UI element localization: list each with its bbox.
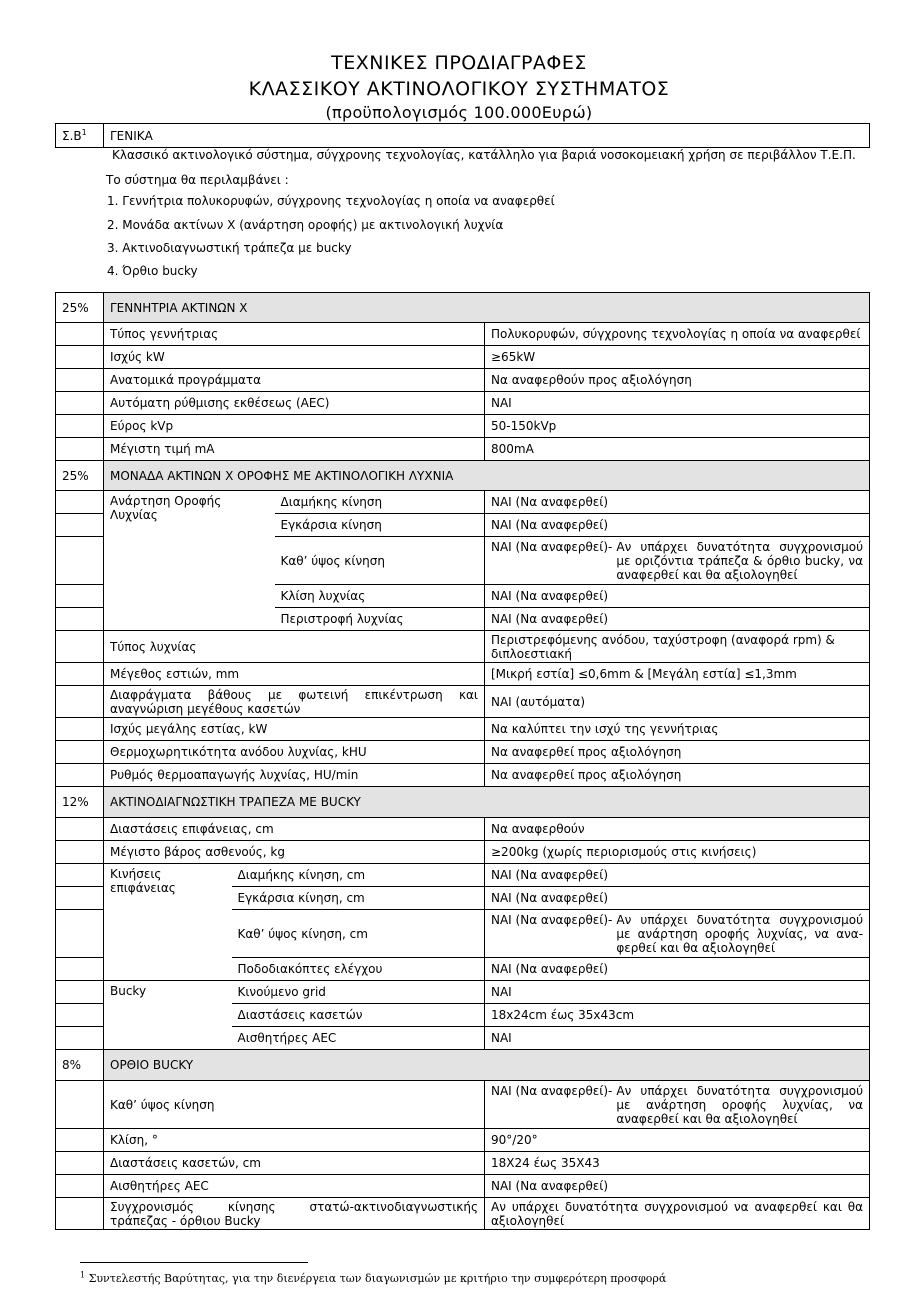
section-heading: ΓΕΝΝΗΤΡΙΑ ΑΚΤΙΝΩΝ Χ [104, 293, 870, 323]
list-item: 4. Όρθιο bucky [107, 264, 198, 278]
spec-table [55, 292, 870, 1230]
weight: 12% [56, 787, 104, 818]
table-row: Διαστάσεις κασετών, cm 18X24 έως 35X43 [56, 1152, 870, 1175]
table-row: Κλίση λυχνίας ΝΑΙ (Να αναφερθεί) [56, 585, 870, 608]
section-upright-bucky [56, 1050, 870, 1081]
table-row: Ποδοδιακόπτες ελέγχου ΝΑΙ (Να αναφερθεί) [56, 958, 870, 981]
group-label: Κινήσεις επιφάνειας [104, 864, 232, 981]
table-row: Αυτόματη ρύθμισης εκθέσεως (AEC) ΝΑΙ [56, 392, 870, 415]
table-row: Bucky Κινούμενο grid ΝΑΙ [56, 981, 870, 1004]
includes-label: Το σύστημα θα περιλαμβάνει : [106, 173, 289, 187]
list-item: 3. Ακτινοδιαγνωστική τράπεζα με bucky [107, 241, 352, 255]
table-row: Τύπος γεννήτριας Πολυκορυφών, σύγχρονης τεχνολογίας η οποία να αναφερθεί [56, 323, 870, 346]
table-row: Αισθητήρες AEC ΝΑΙ [56, 1027, 870, 1050]
section-table-bucky [56, 787, 870, 818]
table-row: Διαστάσεις κασετών 18x24cm έως 35x43cm [56, 1004, 870, 1027]
table-row: Ανατομικά προγράμματα Να αναφερθούν προς αξιολόγηση [56, 369, 870, 392]
table-row: Μέγιστο βάρος ασθενούς, kg ≥200kg (χωρίς περιορισμούς στις κινήσεις) [56, 841, 870, 864]
table-row: Μέγιστη τιμή mA 800mA [56, 438, 870, 461]
general-header-table [55, 123, 870, 148]
doc-subtitle: ΚΛΑΣΣΙΚΟΥ ΑΚΤΙΝΟΛΟΓΙΚΟΥ ΣΥΣΤΗΜΑΤΟΣ [248, 78, 670, 100]
weight: 8% [56, 1050, 104, 1081]
table-row: Θερμοχωρητικότητα ανόδου λυχνίας, kHU Να αναφερθεί προς αξιολόγηση [56, 741, 870, 764]
section-heading: ΑΚΤΙΝΟΔΙΑΓΝΩΣΤΙΚΗ ΤΡΑΠΕΖΑ ΜΕ BUCKY [104, 787, 870, 818]
section-generator [56, 293, 870, 323]
list-item: 1. Γεννήτρια πολυκορυφών, σύγχρονης τεχνολογίας η οποία να αναφερθεί [107, 194, 555, 208]
table-row: Εγκάρσια κίνηση ΝΑΙ (Να αναφερθεί) [56, 514, 870, 537]
table-row: Ρυθμός θερμοαπαγωγής λυχνίας, HU/min Να αναφερθεί προς αξιολόγηση [56, 764, 870, 787]
section-ceiling-unit [56, 461, 870, 491]
table-row: Αισθητήρες AEC ΝΑΙ (Να αναφερθεί) [56, 1175, 870, 1198]
footnote-divider [80, 1262, 308, 1263]
table-row: Καθ’ ύψος κίνηση ΝΑΙ (Να αναφερθεί)- Αν υπάρχει δυνατότητα συγχρονισμού με ανάρτηση οροφής λυχνίας, να αναφερθεί και θα αξιολογηθεί [56, 1081, 870, 1129]
table-row: Περιστροφή λυχνίας ΝΑΙ (Να αναφερθεί) [56, 608, 870, 631]
weight-header: $\Sigma.B^1$ [56, 124, 104, 148]
doc-title: ΤΕΧΝΙΚΕΣ ΠΡΟΔΙΑΓΡΑΦΕΣ [331, 52, 587, 74]
table-row: Κινήσεις επιφάνειας Διαμήκης κίνηση, cm ΝΑΙ (Να αναφερθεί) [56, 864, 870, 887]
table-row: Τύπος λυχνίας Περιστρεφόμενης ανόδου, ταχύστροφη (αναφορά rpm) & διπλοεστιακή [56, 631, 870, 663]
table-row: Συγχρονισμός κίνησης στατώ-ακτινοδιαγνωστικής τράπεζας - όρθιου Bucky Αν υπάρχει δυνατότητα συγχρονισμού να αναφερθεί και θα αξιολογηθεί [56, 1198, 870, 1230]
section-heading: ΜΟΝΑΔΑ ΑΚΤΙΝΩΝ Χ ΟΡΟΦΗΣ ΜΕ ΑΚΤΙΝΟΛΟΓΙΚΗ ΛΥΧΝΙΑ [104, 461, 870, 491]
group-label: Ανάρτηση Οροφής Λυχνίας [104, 491, 275, 631]
table-row: Εγκάρσια κίνηση, cm ΝΑΙ (Να αναφερθεί) [56, 887, 870, 910]
section-heading: ΟΡΘΙΟ BUCKY [104, 1050, 870, 1081]
weight: 25% [56, 293, 104, 323]
system-description: Κλασσικό ακτινολογικό σύστημα, σύγχρονης τεχνολογίας, κατάλληλο για βαριά νοσοκομειακή χρήση σε περιβάλλον Τ.Ε.Π. [112, 148, 856, 162]
group-label: Bucky [104, 981, 232, 1050]
table-row: Καθ’ ύψος κίνηση ΝΑΙ (Να αναφερθεί)- Αν υπάρχει δυνατότητα συγχρονισμού με οριζόντια τράπεζα & όρθιο bucky, να αναφερθεί και θα αξιολογηθεί [56, 537, 870, 585]
table-row: Εύρος kVp 50-150kVp [56, 415, 870, 438]
budget-note: (προϋπολογισμός 100.000Ευρώ) [325, 103, 593, 122]
table-row: Κλίση, ° 90°/20° [56, 1129, 870, 1152]
table-row: Καθ’ ύψος κίνηση, cm ΝΑΙ (Να αναφερθεί)- Αν υπάρχει δυνατότητα συγχρονισμού με ανάρτηση οροφής λυχνίας, να ανα-φερθεί και θα αξιολογηθεί [56, 910, 870, 958]
table-row: Ισχύς μεγάλης εστίας, kW Να καλύπτει την ισχύ της γεννήτριας [56, 718, 870, 741]
footnote: $^1$ Συντελεστής Βαρύτητας, για την διενέργεια των διαγωνισμών με κριτήριο την συμφερότερη προσφορά [80, 1270, 667, 1285]
table-row: Ανάρτηση Οροφής Λυχνίας Διαμήκης κίνηση ΝΑΙ (Να αναφερθεί) [56, 491, 870, 514]
table-row: Διαστάσεις επιφάνειας, cm Να αναφερθούν [56, 818, 870, 841]
table-row: Μέγεθος εστιών, mm [Μικρή εστία] ≤0,6mm & [Μεγάλη εστία] ≤1,3mm [56, 663, 870, 686]
table-row: Διαφράγματα βάθους με φωτεινή επικέντρωση και αναγνώριση μεγέθους κασετών ΝΑΙ (αυτόματα) [56, 686, 870, 718]
list-item: 2. Μονάδα ακτίνων Χ (ανάρτηση οροφής) με ακτινολογική λυχνία [107, 218, 504, 232]
table-row: Ισχύς kW ≥65kW [56, 346, 870, 369]
general-heading: ΓΕΝΙΚΑ [104, 124, 870, 148]
weight: 25% [56, 461, 104, 491]
